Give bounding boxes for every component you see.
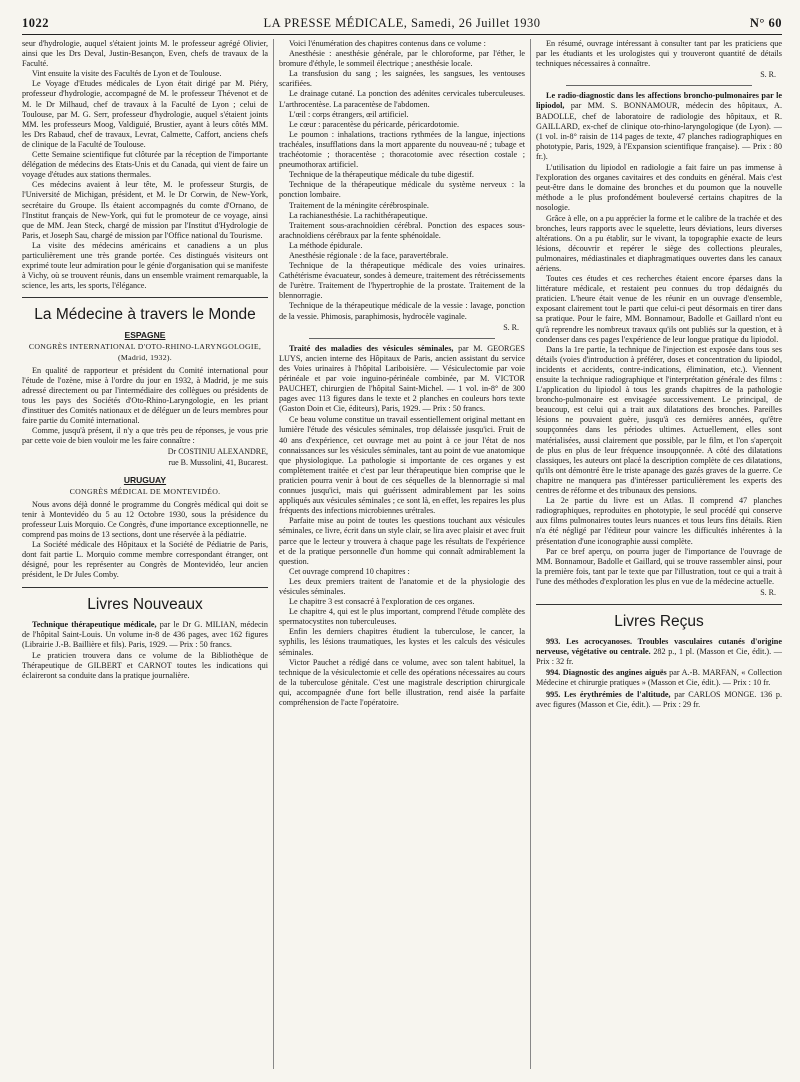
reviewer-initials: S. R.	[760, 70, 776, 80]
newspaper-page	[22, 12, 782, 1074]
paragraph: L'utilisation du lipiodol en radiologie a fait faire un pas immense à l'exploration des organes cavitaires et des conduits en général. Mais c'est peut-être dans le domaine des bronches et du poumon que la nouvelle méthode a le plus profondément bouleversé certains chapitres de la nosologie.	[536, 163, 782, 213]
running-header	[22, 12, 782, 35]
book-entry	[22, 620, 268, 650]
book-details: par M. GEORGES LUYS, ancien interne des Hôpitaux de Paris, ancien assistant du service des Voies urinaires à l'hôpital Lariboisière. — Vésiculectomie par voie périnéale et par voie inguino-périnéale combinée, par M. VICTOR PAUCHET, chirurgien de l'hôpital Saint-Michel. — 1 vol. in-8° de 300 pages avec 113 figures dans le texte et 2 planches en couleurs hors texte (Gaston Doin et Cie, éditeurs), Paris, 1929. — Prix : 50 francs.	[279, 343, 525, 414]
country-heading-spain: ESPAGNE	[124, 330, 166, 341]
signature-name: Dr COSTINIU ALEXANDRE,	[167, 447, 268, 457]
column-middle	[279, 39, 525, 1069]
book-title: Traité des maladies des vésicules séminales,	[289, 343, 454, 353]
column-right	[536, 39, 782, 1069]
page-number: 1022	[22, 16, 49, 30]
section-title-medecine-monde: La Médecine à travers le Monde	[34, 306, 256, 324]
journal-title: LA PRESSE MÉDICALE, Samedi, 26 Juillet 1930	[263, 16, 541, 30]
paragraph: Traitement de la méningite cérébrospinale.	[289, 200, 429, 210]
section-divider	[22, 587, 268, 588]
book-details: par A.-B. MARFAN, « Collection Médecine et chirurgie pratiques » (Masson et Cie, édit.). — Prix : 10 fr.	[536, 668, 782, 688]
column-rule	[530, 39, 531, 1069]
paragraph: Le Voyage d'Etudes médicales de Lyon était dirigé par M. Piéry, professeur d'hydrologie, accompagné de M. le professeur Thévenot et de M. le Dr Milhaud, chef de travaux à la Faculté de Lyon ; celui de Toulouse, par M. G. Serr, professeur d'hydrologie, auquel s'étaient joints MM. les professeurs Moog, Valdiguié, Brustier, ayant à leurs côtés MM. les Drs Rabaud, chef de travaux, Levrat, Calmette, Caffort, anciens chefs de clinique de la Faculté de Toulouse.	[22, 79, 268, 149]
reviewer-initials: S. R.	[503, 322, 519, 332]
column-left	[22, 39, 268, 1069]
congress-name: CONGRÈS MÉDICAL DE MONTEVIDÉO.	[69, 486, 221, 496]
book-title: 995. Les érythrémies de l'altitude,	[546, 689, 671, 699]
book-details: par CARLOS MONGE. 136 p. avec figures (Masson et Cie, édit.). — Prix : 29 fr.	[536, 689, 782, 709]
section-title-livres-nouveaux: Livres Nouveaux	[87, 595, 203, 613]
paragraph: Les deux premiers traitent de l'anatomie et de la physiologie des vésicules séminales.	[279, 576, 525, 596]
column-rule	[273, 39, 274, 1069]
paragraph: Traitement sous-arachnoïdien cérébral. Ponction des espaces sous-arachnoïdiens cérébraux par la fente sphénoïdale.	[279, 220, 525, 240]
congress-name: CONGRÈS INTERNATIONAL D'OTO-RHINO-LARYNGOLOGIE, (Madrid, 1932).	[28, 342, 262, 362]
paragraph: Le cœur : paracentèse du péricarde, péricardotomie.	[289, 119, 460, 129]
paragraph: Ces médecins avaient à leur tête, M. le professeur Sturgis, de l'Université de Michigan, président, et M. le Dr Corwin, de New-York, secrétaire du Groupe. Ils étaient accompagnés du comte d'Ornano, de l'Institut français de New-York, qui fut le promoteur de ce voyage, ainsi que de MM. Jean Steck, chargé de mission par l'Institut d'Hydrologie de Paris, et Joseph Sau, chargé de mission par l'Office national du Tourisme.	[22, 180, 268, 240]
paragraph: Cette Semaine scientifique fut clôturée par la réception de l'importante délégation de médecins des Etats-Unis et du Canada, qui vient de faire un voyage d'études aux stations thermales.	[22, 150, 268, 180]
reviewer-initials: S. R.	[760, 587, 776, 597]
paragraph: La Société médicale des Hôpitaux et la Société de Pédiatrie de Paris, dont fait partie L. Morquio comme membre correspondant étranger, ont désigné, pour les représenter au Congrès de Montevidéo, leur ancien président, le Dr Jules Comby.	[22, 540, 268, 580]
paragraph: Technique de la thérapeutique médicale du tube digestif.	[289, 170, 474, 180]
book-title: 993. Les acrocyanoses. Troubles vasculaires cutanés d'origine nerveuse, végétative ou centrale.	[536, 637, 782, 657]
paragraph: En qualité de rapporteur et président du Comité international pour l'étude de l'ozène, mise à l'ordre du jour en 1932, à Madrid, je me suis adressé directement ou par l'intermédiaire des collègues ou présidents de tous les pays des Sociétés d'Oto-Rhino-Laryngologie, en les priant d'instituer des Comités nationaux et de déléguer un de leurs membres pour faire partie du Comité international.	[22, 365, 268, 426]
received-book-item	[536, 690, 782, 710]
book-entry	[279, 344, 525, 415]
paragraph: Le praticien trouvera dans ce volume de la Bibliothèque de Thérapeutique de GILBERT et CARNOT toutes les indications qui éclaireront sa conduite dans la pratique journalière.	[22, 650, 268, 680]
paragraph: Vint ensuite la visite des Facultés de Lyon et de Toulouse.	[32, 69, 222, 79]
paragraph: Technique de la thérapeutique médicale de la vessie : lavage, ponction de la vessie. Phimosis, paraphimosis, hydrocèle vaginale.	[279, 301, 525, 321]
book-details: 282 p., 1 pl. (Masson et Cie, édit.). — Prix : 32 fr.	[536, 647, 782, 667]
paragraph: Voici l'énumération des chapitres contenus dans ce volume :	[289, 39, 486, 48]
received-book-item	[536, 637, 782, 667]
book-entry	[536, 91, 782, 162]
paragraph: La 2e partie du livre est un Atlas. Il comprend 47 planches radiographiques, reproduites en phototypie, le seul procédé qui conserve aux films pulmonaires toutes leurs nuances et tous leurs fins détails. Rien n'a été négligé par l'éditeur pour vaincre les difficultés inhérentes à la présentation d'une iconographie aussi complète.	[536, 496, 782, 546]
review-divider	[309, 338, 495, 339]
section-divider	[536, 604, 782, 605]
book-title: 994. Diagnostic des angines aiguës	[546, 668, 667, 678]
paragraph: Victor Pauchet a rédigé dans ce volume, avec son talent habituel, la technique de la vésiculectomie et celle des opérations nécessaires au cours de la tuberculose génitale. C'est une magistrale description chirurgicale qui, accompagnée d'une fort belle illustration, rend aisée la parfaite compréhension de l'acte l'opératoire.	[279, 657, 525, 707]
book-title: Le radio-diagnostic dans les affections broncho-pulmonaires par le lipiodol,	[536, 91, 782, 111]
paragraph: Grâce à elle, on a pu apprécier la forme et le calibre de la trachée et des bronches, leurs rapports avec le squelette, leurs déviations, leurs diverses altérations. On a pu établir, sur le vivant, la topographie exacte de leurs lésions, découvrir et repérer le siège des collections pleurales, pulmonaires, médiastinales et diaphragmatiques ouvertes dans les canaux aériens.	[536, 213, 782, 273]
paragraph: Toutes ces études et ces recherches étaient encore éparses dans la littérature médicale, et restaient peu connues du trop dédaignés du praticien. L'heure était venue de les réunir en un ouvrage d'ensemble, exposant clairement tout le parti que celui-ci peut désormais en tirer dans sa pratique. Pour le faire, MM. Bonnamour, Badolle et Gaillard n'ont eu qu'à reprendre les nombreux travaux qu'ils ont publiés sur la question, et à condenser dans ces pages l'expérience de leur longue pratique du lipiodol.	[536, 274, 782, 344]
paragraph: Enfin les derniers chapitres étudient la tuberculose, le cancer, la syphilis, les lésions traumatiques, les kystes et les calculs des vésicules séminales.	[279, 627, 525, 657]
book-title: Technique thérapeutique médicale,	[32, 619, 157, 629]
country-heading-uruguay: URUGUAY	[123, 474, 167, 485]
paragraph: Anesthésie : anesthésie générale, par le chloroforme, par l'éther, le bromure d'éthyle, le sommeil électrique ; anesthésie locale.	[279, 49, 525, 69]
paragraph: La transfusion du sang ; les saignées, les sangsues, les ventouses scarifiées.	[279, 69, 525, 89]
paragraph: En résumé, ouvrage intéressant à consulter tant par les praticiens que par les étudiants et les urologistes qui y trouveront quantité de détails techniques nécessaires à connaître.	[536, 39, 782, 69]
paragraph: Le drainage cutané. La ponction des adénites cervicales tuberculeuses. L'arthrocentèse. La paracentèse de l'abdomen.	[279, 89, 525, 109]
paragraph: La rachianesthésie. La rachithérapeutique.	[289, 210, 428, 220]
paragraph: Nous avons déjà donné le programme du Congrès médical qui doit se tenir à Montevidéo du 5 au 12 Octobre 1930, sous la présidence du professeur Luis Morquio. Ce Congrès, d'une importance exceptionnelle, ne comprend pas moins de 13 sections, dont une réservée à la pédiatrie.	[22, 499, 268, 540]
paragraph: Technique de la thérapeutique médicale des voies urinaires. Cathétérisme évacuateur, sondes à demeure, traitement des rétrécissements de l'urètre. Traitement de l'hypertrophie de la prostate. Traitement de la blennorragie.	[279, 261, 525, 301]
section-title-livres-recus: Livres Reçus	[614, 613, 704, 631]
paragraph: seur d'hydrologie, auquel s'étaient joints M. le professeur agrégé Olivier, ainsi que les Drs Deval, Justin-Besançon, Even, chefs de travaux de la Faculté.	[22, 39, 268, 69]
paragraph: Ce beau volume constitue un travail essentiellement original mettant en lumière l'étude des vésicules séminales, trop délaissée jusqu'ici. Fruit de 40 ans d'expérience, cet ouvrage met au point à ce jour l'état de nos connaissances sur les vésicules séminales, tant au point de vue anatomique que physiologique. La pathologie si importante de ces organes y est complètement traitée et c'est par leur thérapeutique bien comprise que le praticien pourra venir à bout de ces séquelles de la blennorragie si mal connues jusqu'ici, mais qui guérissent admirablement par les soins appliqués aux vésicules séminales ; ce sont là, en effet, les repaires les plus fréquents des infections microbiennes urétrales.	[279, 415, 525, 516]
paragraph: Anesthésie régionale : de la face, paravertébrale.	[289, 250, 449, 260]
paragraph: Parfaite mise au point de toutes les questions touchant aux vésicules séminales, ce livre, écrit dans un style clair, se lira avec plaisir et avec fruit parce que le lecteur y trouvera à chaque page les résultats de l'expérience et de la pratique personnelle d'un homme qui connaît admirablement la question.	[279, 516, 525, 566]
paragraph: Cet ouvrage comprend 10 chapitres :	[289, 566, 410, 576]
paragraph: Le chapitre 4, qui est le plus important, comprend l'étude complète des spermatocystites non tuberculeuses.	[279, 607, 525, 627]
paragraph: Par ce bref aperçu, on pourra juger de l'importance de l'ouvrage de MM. Bonnamour, Badolle et Gaillard, qui se trouve rassembler ainsi, pour la première fois, tant par le texte que par l'illustration, tout ce qui a trait à l'une des méthodes d'exploration les plus en vue de la médecine actuelle.	[536, 546, 782, 586]
paragraph: L'œil : corps étrangers, œil artificiel.	[289, 109, 409, 119]
signature-address: rue B. Mussolini, 41, Bucarest.	[168, 458, 268, 468]
received-book-item	[536, 668, 782, 688]
columns-area	[22, 39, 782, 1069]
paragraph: Technique de la thérapeutique médicale du système nerveux : la ponction lombaire.	[279, 180, 525, 200]
paragraph: Le poumon : inhalations, tractions rythmées de la langue, injections trachéales, insufflations dans la mort apparente du nouveau-né ; tubage et trachéotomie ; thoracentèse ; thoracotomie avec résection costale ; pneumothorax artificiel.	[279, 129, 525, 170]
paragraph: Le chapitre 3 est consacré à l'exploration de ces organes.	[289, 597, 475, 607]
issue-number: N° 60	[749, 16, 782, 30]
review-divider	[566, 85, 752, 86]
paragraph: Comme, jusqu'à présent, il n'y a que très peu de réponses, je vous prie par cette voie de bien vouloir me les faire connaître :	[22, 426, 268, 446]
book-details: par MM. S. BONNAMOUR, médecin des hôpitaux, A. BADOLLE, chef de laboratoire de radiologie des hôpitaux, et R. GAILLARD, ex-chef de clinique oto-rhino-laryngologique (de Lyon). — (1 vol. in-8° raisin de 114 pages de texte, 47 planches radiographiques en phototypie, Paris, 1929, à l'Expansion scientifique française). — Prix : 80 fr.).	[536, 101, 782, 161]
book-details: par le Dr G. MILIAN, médecin de l'hôpital Saint-Louis. Un volume in-8 de 436 pages, avec 162 figures (Librairie J.-B. Baillière et fils). Paris, 1929. — Prix : 50 francs.	[22, 619, 268, 649]
paragraph: La visite des médecins américains et canadiens a un plus particulièrement une très grande portée. Ces distingués visiteurs ont exprimé toute leur admiration pour le génie d'organisation qui se manifeste à Vichy, où se trouvent réunis, dans un ensemble vraiment remarquable, la science, les arts, les sports, l'élégance.	[22, 240, 268, 291]
paragraph: La méthode épidurale.	[289, 240, 363, 250]
paragraph: Dans la 1re partie, la technique de l'injection est exposée dans tous ses détails (voies d'introduction à préférer, doses et concentration du lipiodol, incidents et accidents, contre-indications, élimination, etc.). Viennent ensuite la technique radiographique et l'interprétation générale des films : L'application du lipiodol à tous les grands chapitres de la pathologie broncho-pulmonaire est envisagée successivement. Le principal, de beaucoup, est celui qui a trait aux dilatations des bronches. Pareilles lésions ne pouvaient guère, jusqu'à ces dernières années, qu'être soupçonnées dans les périodes ultimes. Actuellement, elles sont matérialisées, aussi clairement que possible, par le film, et l'on s'aperçoit de plus en plus de leur fréquence insoupçonnée. A côté des dilatations classiques, les auteurs ont placé la description complète de ces dilatations, qu'ils ont démontré être le triste apanage des gazés graves de la guerre. Ce chapitre ne manquera pas d'intéresser particulièrement les experts des centres de réforme et des tribunaux des pensions.	[536, 344, 782, 496]
section-divider	[22, 297, 268, 298]
